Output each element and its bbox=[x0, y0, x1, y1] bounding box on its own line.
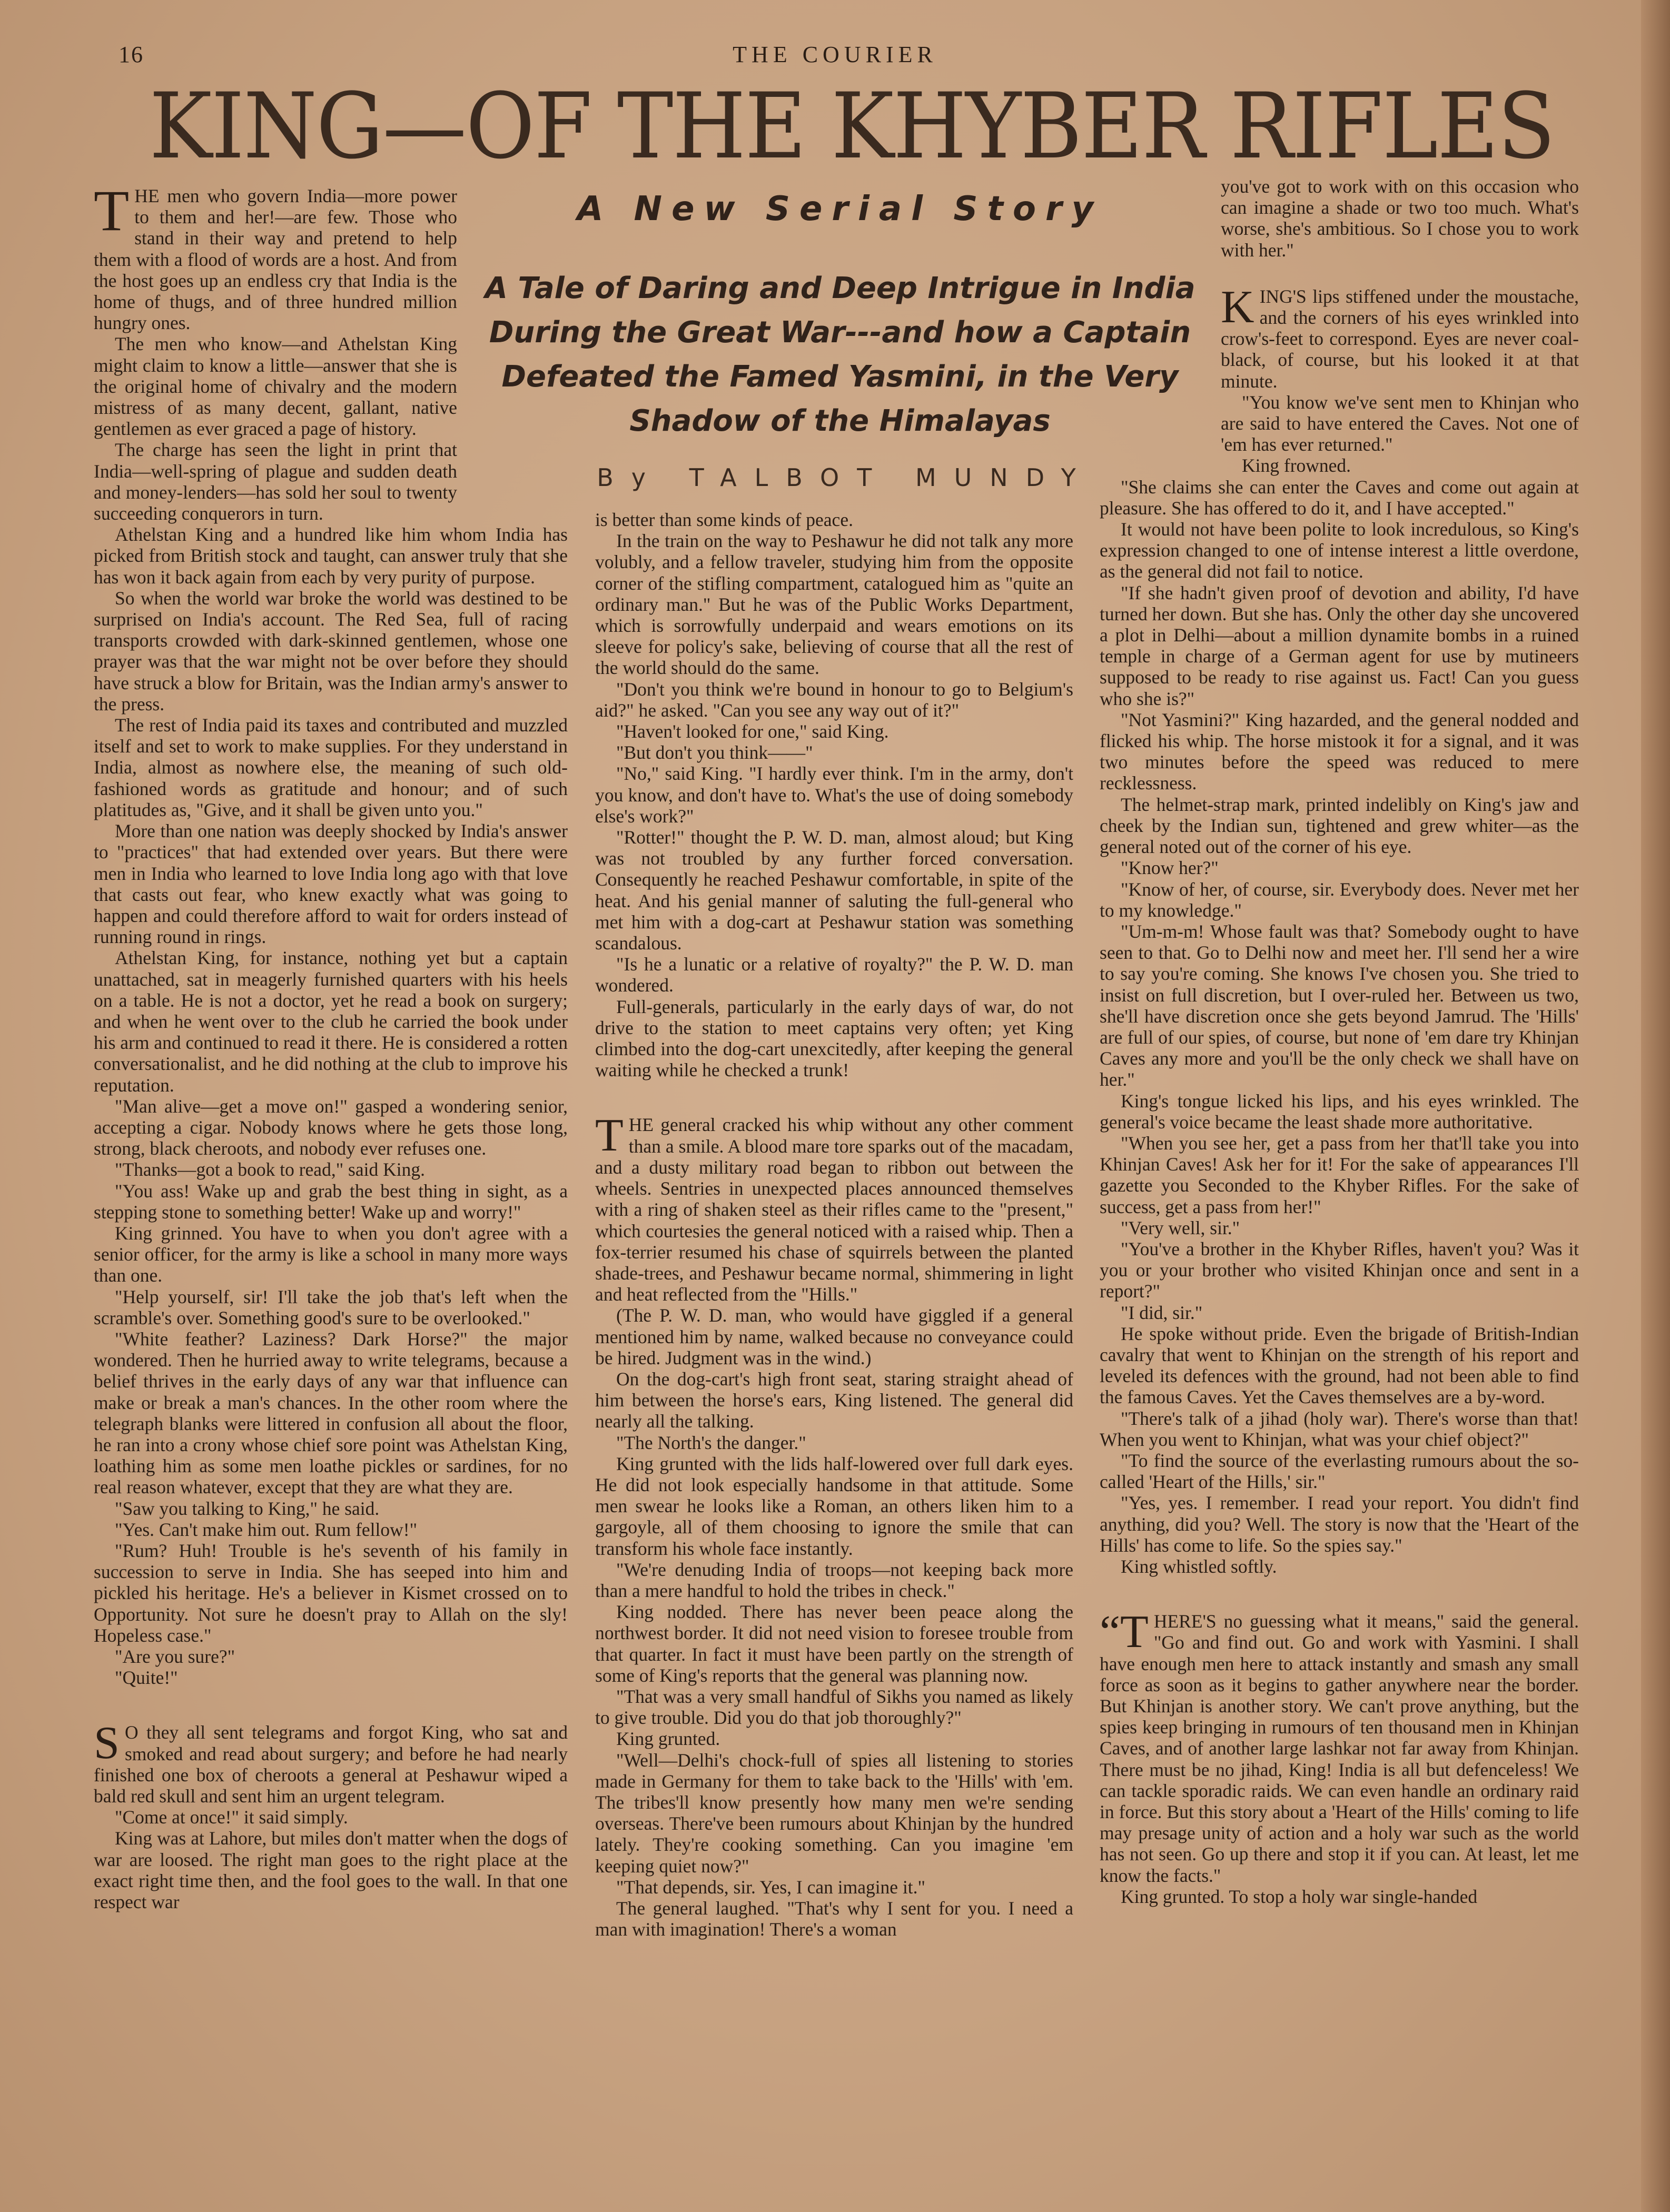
paragraph: The rest of India paid its taxes and contributed and muzzled itself and set to work to make supplies. For they understand in India, almost as nowhere else, the meaning of such old-fashioned words as gratitude and honour; and of such platitudes as, "Give, and it shall be given unto you." bbox=[94, 715, 568, 820]
paragraph: King grunted. bbox=[616, 1728, 720, 1750]
column-3 bbox=[1100, 176, 1579, 1907]
paragraph: Athelstan King, for instance, nothing yet but a captain unattached, sat in meagerly furnished quarters with his heels on a table. He is not a doctor, yet he read a book on surgery; and when he went over to the club he carried the book under his arm and continued to read it there. He is considered a rotten conversationalist, and he did nothing at the club to improve his reputation. bbox=[94, 947, 568, 1096]
paragraph: S O they all sent telegrams and forgot King, who sat and smoked and read about surgery; and before he had nearly finished one box of cheroots a general at Peshawur wiped a bald red skull and sent him an urgent telegram. bbox=[94, 1718, 568, 1807]
headline: KING—OF THE KHYBER RIFLES bbox=[149, 73, 1555, 179]
paragraph: King grunted. To stop a holy war single-handed bbox=[1121, 1886, 1478, 1907]
paragraph: "Is he a lunatic or a relative of royalty?" the P. W. D. man wondered. bbox=[595, 954, 1073, 996]
drop-cap: K bbox=[1221, 281, 1254, 333]
paragraph: "Rotter!" thought the P. W. D. man, almost aloud; but King was not troubled by any further forced conversation. Consequently he reached Peshawur comfortable, in spite of the heat. And his genial manner of saluting the full-general who met him with a dog-cart at Peshawur station was something scandalous. bbox=[595, 827, 1073, 954]
paragraph: King's tongue licked his lips, and his eyes wrinkled. The general's voice became the least shade more authoritative. bbox=[1100, 1090, 1579, 1133]
paragraph: "Saw you talking to King," he said. bbox=[115, 1497, 380, 1519]
paragraph: King grunted with the lids half-lowered over full dark eyes. He did not look especially handsome in that attitude. Some men swear he looks like a Roman, an others liken him to a gargoyle, all of them choosing to ignore the smile that can transform his whole face instantly. bbox=[595, 1453, 1073, 1559]
paragraph: "The North's the danger." bbox=[616, 1432, 806, 1453]
page-number: 16 bbox=[118, 42, 144, 67]
paragraph: Athelstan King and a hundred like him whom India has picked from British stock and taught, can answer truly that she has won it back again from each by very purity of purpose. bbox=[94, 524, 568, 588]
drop-cap: S bbox=[94, 1718, 120, 1769]
paragraph: "We're denuding India of troops—not keeping back more than a mere handful to hold the tribes in check." bbox=[595, 1559, 1073, 1601]
paragraph: Full-generals, particularly in the early days of war, do not drive to the station to meet captains very often; yet King climbed into the dog-cart unexcitedly, after keeping the general waiting while he checked a trunk! bbox=[595, 996, 1073, 1081]
paragraph: (The P. W. D. man, who would have giggled if a general mentioned him by name, walked because no conveyance could be hired. Judgment was in the wind.) bbox=[595, 1305, 1073, 1368]
paragraph: "There's talk of a jihad (holy war). There's worse than that! When you went to Khinjan, what was your chief object?" bbox=[1100, 1407, 1579, 1450]
paragraph: "Um-m-m! Whose fault was that? Somebody ought to have seen to that. Go to Delhi now and meet her. I'll send her a wire to say you're coming. She knows I've chosen you. She tried to insist on full discretion, but I over-ruled her. Between us two, she'll have discretion once she gets beyond Jamrud. The 'Hills' are full of our spies, of course, but none of 'em dare try Khinjan Caves any more and you'll be the only check we shall have on her." bbox=[1100, 920, 1579, 1090]
paragraph: "Don't you think we're bound in honour to go to Belgium's aid?" he asked. "Can you see any way out of it?" bbox=[595, 678, 1073, 721]
paragraph: "No," said King. "I hardly ever think. I'm in the army, don't you know, and don't have to. What's the use of doing somebody else's work?" bbox=[595, 763, 1073, 827]
paragraph: More than one nation was deeply shocked by India's answer to "practices" that had extended over years. But there were men in India who learned to love India long ago with that love that casts out fear, who knew exactly what was going to happen and could therefore afford to wait for orders instead of running round in rings. bbox=[94, 820, 568, 948]
column-1 bbox=[94, 178, 568, 1913]
paragraph: THE general cracked his whip without any other comment than a smile. A blood mare tore sparks out of the macadam, and a dusty military road began to ribbon out between the wheels. Sentries in unexpected places announced themselves with a ring of shaken steel as their rifles came to the "present," which courtesies the general noticed with a raised whip. Then a fox-terrier resumed his chase of squirrels between the planted shade-trees, and Peshawur became normal, shimmering in light and heat reflected from the "Hills." bbox=[595, 1110, 1073, 1305]
paragraph: "Rum? Huh! Trouble is he's seventh of his family in succession to serve in India. She has seeped into him and pickled his heritage. He's a believer in Kismet crossed on to Opportunity. Not sure he doesn't pray to Allah on the sly! Hopeless case." bbox=[94, 1540, 568, 1646]
paragraph: King frowned. bbox=[1242, 455, 1351, 477]
paragraph: It would not have been polite to look incredulous, so King's expression changed to one of intense interest a little overdone, as the general did not fail to notice. bbox=[1100, 519, 1579, 582]
paragraph: "If she hadn't given proof of devotion and ability, I'd have turned her down. But she has. Only the other day she uncovered a plot in Delhi—about a million dynamite bombs in a ruined temple in charge of a German agent for use by mutineers supposed to be ready to rise against us. Fact! Can you guess who she is?" bbox=[1100, 582, 1579, 709]
paragraph: "Know her?" bbox=[1121, 857, 1219, 879]
paragraph: King grinned. You have to when you don't agree with a senior officer, for the army is like a school in many more ways than one. bbox=[94, 1222, 568, 1286]
paragraph: is better than some kinds of peace. bbox=[595, 509, 853, 530]
paragraph: KING'S lips stiffened under the moustache, and the corners of his eyes wrinkled into crow's-feet to correspond. Eyes are never coal-black, of course, but his looked it at that minute. bbox=[1221, 281, 1579, 392]
paragraph: He spoke without pride. Even the brigade of British-Indian cavalry that went to Khinjan on the strength of his report and leveled its defences with the ground, had not been able to find the famous Caves. Yet the Caves themselves are a by-word. bbox=[1100, 1323, 1579, 1408]
paragraph: "Man alive—get a move on!" gasped a wondering senior, accepting a cigar. Nobody knows where he gets those long, strong, black cheroots, and nobody ever refuses one. bbox=[94, 1095, 568, 1159]
drop-cap: T bbox=[94, 178, 130, 243]
drop-cap: “T bbox=[1100, 1606, 1149, 1658]
paragraph: you've got to work with on this occasion who can imagine a shade or two too much. What's worse, she's ambitious. So I chose you to work with her." bbox=[1221, 176, 1579, 261]
paragraph: The helmet-strap mark, printed indelibly on King's jaw and cheek by the Indian sun, tightened and grew whiter—as the general noted out of the corner of his eye. bbox=[1100, 793, 1579, 858]
paragraph: "You've a brother in the Khyber Rifles, haven't you? Was it you or your brother who visited Khinjan once and sent in a report?" bbox=[1100, 1238, 1579, 1302]
paragraph: "When you see her, get a pass from her that'll take you into Khinjan Caves! Ask her for it! For the sake of appearances I'll gazette you Seconded to the Khyber Rifles. For the sake of success, get a pass from her!" bbox=[1100, 1132, 1579, 1217]
paragraph: "Are you sure?" bbox=[115, 1646, 235, 1668]
paragraph: "Help yourself, sir! I'll take the job that's left when the scramble's over. Something good's sure to be overlooked." bbox=[94, 1286, 568, 1328]
paragraph: "White feather? Laziness? Dark Horse?" the major wondered. Then he hurried away to write telegrams, because a belief thrives in the early days of any war that influence can make or break a man's chances. In the other room where the telegraph blanks were littered in confusion all about the floor, he ran into a crony whose chief sore point was Athelstan King, loathing him as some men loathe pickles or sardines, for no real reason whatever, except that they are what they are. bbox=[94, 1328, 568, 1498]
paragraph: "Quite!" bbox=[115, 1667, 178, 1689]
column-3-top-wrap bbox=[1221, 176, 1579, 477]
paragraph: “THERE'S no guessing what it means," said the general. "Go and find out. Go and work with Yasmini. I shall have enough men here to attack instantly and smash any small force as soon as it begins to gather anywhere near the border. But Khinjan is another story. We can't prove anything, but the spies keep bringing in rumours of ten thousand men in Khinjan Caves, and of another large lashkar not far away from Khinjan. There must be no jihad, King! India is all but defenceless! We can tackle sporadic raids. We can even handle an ordinary raid in force. But this story about a 'Heart of the Hills' coming to life may presage unity of action and a holy war such as the world has not seen. Go up there and stop it if you can. At least, let me know the facts." bbox=[1100, 1606, 1579, 1886]
paragraph: King nodded. There has never been peace along the northwest border. It did not need vision to foresee trouble from that quarter. In fact it must have been partly on the strength of some of King's reports that the general was planning now. bbox=[595, 1601, 1073, 1686]
drop-cap: T bbox=[595, 1110, 624, 1162]
paragraph: The charge has seen the light in print that India—well-spring of plague and sudden death and money-lenders—has sold her soul to twenty succeeding conquerors in turn. bbox=[94, 439, 457, 524]
paragraph: "Not Yasmini?" King hazarded, and the general nodded and flicked his whip. The horse mistook it for a signal, and it was two minutes before the speed was reduced to mere recklessness. bbox=[1100, 709, 1579, 794]
paragraph: "Yes. Can't make him out. Rum fellow!" bbox=[115, 1519, 418, 1540]
paragraph: So when the world war broke the world was destined to be surprised on India's account. The Red Sea, full of racing transports crowded with dark-skinned gentlemen, whose one prayer was that the war might not be over before they should have struck a blow for Britain, was the Indian army's answer to the press. bbox=[94, 587, 568, 715]
paragraph: "Very well, sir." bbox=[1121, 1217, 1240, 1238]
paragraph: "That was a very small handful of Sikhs you named as likely to give trouble. Did you do that job thoroughly?" bbox=[595, 1685, 1073, 1729]
paragraph: "I did, sir." bbox=[1121, 1302, 1203, 1323]
paragraph: "Know of her, of course, sir. Everybody does. Never met her to my knowledge." bbox=[1100, 878, 1579, 921]
paragraph: "Yes, yes. I remember. I read your report. You didn't find anything, did you? Well. The story is now that the 'Heart of the Hills' has come to life. So the spies say." bbox=[1100, 1492, 1579, 1556]
paragraph: King whistled softly. bbox=[1121, 1556, 1277, 1577]
paragraph: "Haven't looked for one," said King. bbox=[616, 721, 889, 742]
paragraph: In the train on the way to Peshawur he did not talk any more volubly, and a fellow traveler, studying him from the opposite corner of the stifling compartment, catalogued him as "quite an ordinary man." But he was of the Public Works Department, which is sorrowfully underpaid and wears emotions on its sleeve for policy's sake, believing of course that all the rest of the world should do the same. bbox=[595, 530, 1073, 679]
paragraph: THE men who govern India—more power to them and her!—are few. Those who stand in their way and pretend to help them with a flood of words are a host. And from the host goes up an endless cry that India is the home of thugs, and of three hundred million hungry ones. bbox=[94, 178, 457, 334]
column-2 bbox=[595, 509, 1073, 1940]
serial-label: A New Serial Story bbox=[577, 190, 1103, 229]
paragraph: On the dog-cart's high front seat, staring straight ahead of him between the horse's ears, King listened. The general did nearly all the talking. bbox=[595, 1368, 1073, 1432]
column-1-top-wrap bbox=[94, 178, 457, 440]
publication-name: THE COURIER bbox=[733, 42, 937, 67]
paragraph: "You know we've sent men to Khinjan who are said to have entered the Caves. Not one of 'em has ever returned." bbox=[1221, 391, 1579, 455]
byline: By TALBOT MUNDY bbox=[597, 463, 1094, 492]
paragraph: "You ass! Wake up and grab the best thing in sight, as a stepping stone to something better! Wake up and worry!" bbox=[94, 1180, 568, 1223]
paragraph: The men who know—and Athelstan King might claim to know a little—answer that she is the original home of chivalry and the modern mistress of as many decent, gallant, native gentlemen as ever graced a page of history. bbox=[94, 333, 457, 440]
paragraph: "Thanks—got a book to read," said King. bbox=[115, 1159, 425, 1181]
paragraph: King was at Lahore, but miles don't matter when the dogs of war are loosed. The right man goes to the right place at the exact right time then, and the fool goes to the wall. In that one respect war bbox=[94, 1828, 568, 1913]
paragraph: The general laughed. "That's why I sent for you. I need a man with imagination! There's a woman bbox=[595, 1898, 1073, 1940]
page-edge bbox=[1641, 0, 1670, 2212]
paragraph: "Come at once!" it said simply. bbox=[115, 1807, 348, 1828]
paragraph: "She claims she can enter the Caves and come out again at pleasure. She has offered to do it, and I have accepted." bbox=[1100, 476, 1579, 519]
subheadline: A Tale of Daring and Deep Intrigue in India During the Great War---and how a Captain Defeated the Famed Yasmini, in the Very Shadow of the Himalayas bbox=[485, 271, 1195, 438]
paragraph: "That depends, sir. Yes, I can imagine it." bbox=[616, 1876, 926, 1898]
paragraph: "Well—Delhi's chock-full of spies all listening to stories made in Germany for them to take back to the 'Hills' with 'em. The tribes'll know presently how many men we're sending overseas. There've been rumours about Khinjan by the hundred lately. They're cooking something. Can you imagine 'em keeping quiet now?" bbox=[595, 1749, 1073, 1877]
paragraph: "But don't you think——" bbox=[616, 742, 813, 763]
paragraph: "To find the source of the everlasting rumours about the so-called 'Heart of the Hills,' sir." bbox=[1100, 1450, 1579, 1493]
